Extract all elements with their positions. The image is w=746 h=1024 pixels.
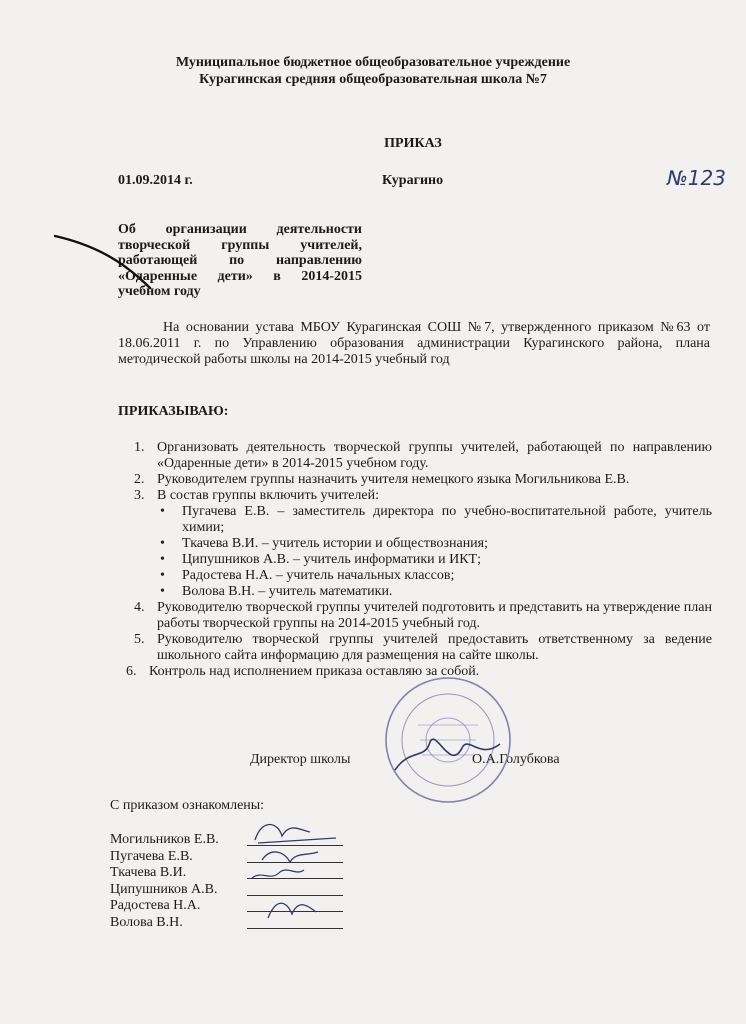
list-item: Ткачева В.И. xyxy=(110,865,187,880)
list-item: Могильников Е.В. xyxy=(110,832,219,847)
member-item: • Ткачева В.И. – учитель истории и обществознания; xyxy=(160,536,489,551)
member-item: • Радостева Н.А. – учитель начальных классов; xyxy=(160,568,455,583)
list-item: Радостева Н.А. xyxy=(110,898,201,913)
signature-mark-2 xyxy=(262,852,318,862)
list-item: 3. В состав группы включить учителей: • Пугачева Е.В. – заместитель директора по учебно-воспитательной работе, учитель химии; • Ткачева В.И. – учитель истории и обществознания; • Ципушников А.В. – учитель информатики и ИКТ; • Радостева Н.А. – учитель начальных классов; • Волова В.Н. – учитель математики. xyxy=(134,488,712,599)
header-line-1: Муниципальное бюджетное общеобразовательное учреждение xyxy=(175,55,571,70)
acknowledgement-title: С приказом ознакомлены: xyxy=(110,798,265,813)
order-basis: На основании устава МБОУ Курагинская СОШ №7, утвержденного приказом №63 от 18.06.2011 г. по Управлению образования администрации Курагинского района, плана методической работы школы на 2014-2015 учебный год xyxy=(118,320,710,367)
decree-heading: ПРИКАЗЫВАЮ: xyxy=(118,404,229,419)
pen-stroke-mark xyxy=(55,236,150,288)
signature-mark-3 xyxy=(252,870,304,878)
order-date: 01.09.2014 г. xyxy=(118,173,193,188)
director-name: О.А.Голубкова xyxy=(472,752,560,767)
list-item: 5. Руководителю творческой группы учителей предоставить ответственному за ведение школьного сайта информацию для размещения на сайте школы. xyxy=(134,632,712,663)
member-item: • Волова В.Н. – учитель математики. xyxy=(160,584,393,599)
list-item: 6. Контроль над исполнением приказа оставляю за собой. xyxy=(126,664,480,679)
school-stamp xyxy=(386,678,510,802)
header-line-2: Курагинская средняя общеобразовательная школа №7 xyxy=(199,72,547,87)
order-subject: Об организации деятельности творческой группы учителей, работающей по направлению «Одаренные дети» в 2014-2015 учебном году xyxy=(118,222,362,299)
order-title: ПРИКАЗ xyxy=(384,136,442,151)
order-place: Курагино xyxy=(382,173,444,188)
list-item: 1. Организовать деятельность творческой группы учителей, работающей по направлению «Одаренные дети» в 2014-2015 учебном году. xyxy=(134,440,712,471)
signature-mark-5 xyxy=(268,903,316,918)
list-item: Волова В.Н. xyxy=(110,914,183,930)
director-position: Директор школы xyxy=(250,752,351,767)
signature-mark-1 xyxy=(255,825,336,844)
list-item: 4. Руководителю творческой группы учителей подготовить и представить на утверждение план работы творческой группы на 2014-2015 учебный год. xyxy=(134,600,712,631)
list-item: Ципушников А.В. xyxy=(110,881,218,897)
member-item: • Ципушников А.В. – учитель информатики и ИКТ; xyxy=(160,552,481,567)
order-number: №123 xyxy=(667,166,726,190)
member-item: • Пугачева Е.В. – заместитель директора по учебно-воспитательной работе, учитель химии; xyxy=(160,504,712,535)
list-item: Пугачева Е.В. xyxy=(110,848,193,864)
list-item: 2. Руководителем группы назначить учителя немецкого языка Могильникова Е.В. xyxy=(134,472,630,487)
